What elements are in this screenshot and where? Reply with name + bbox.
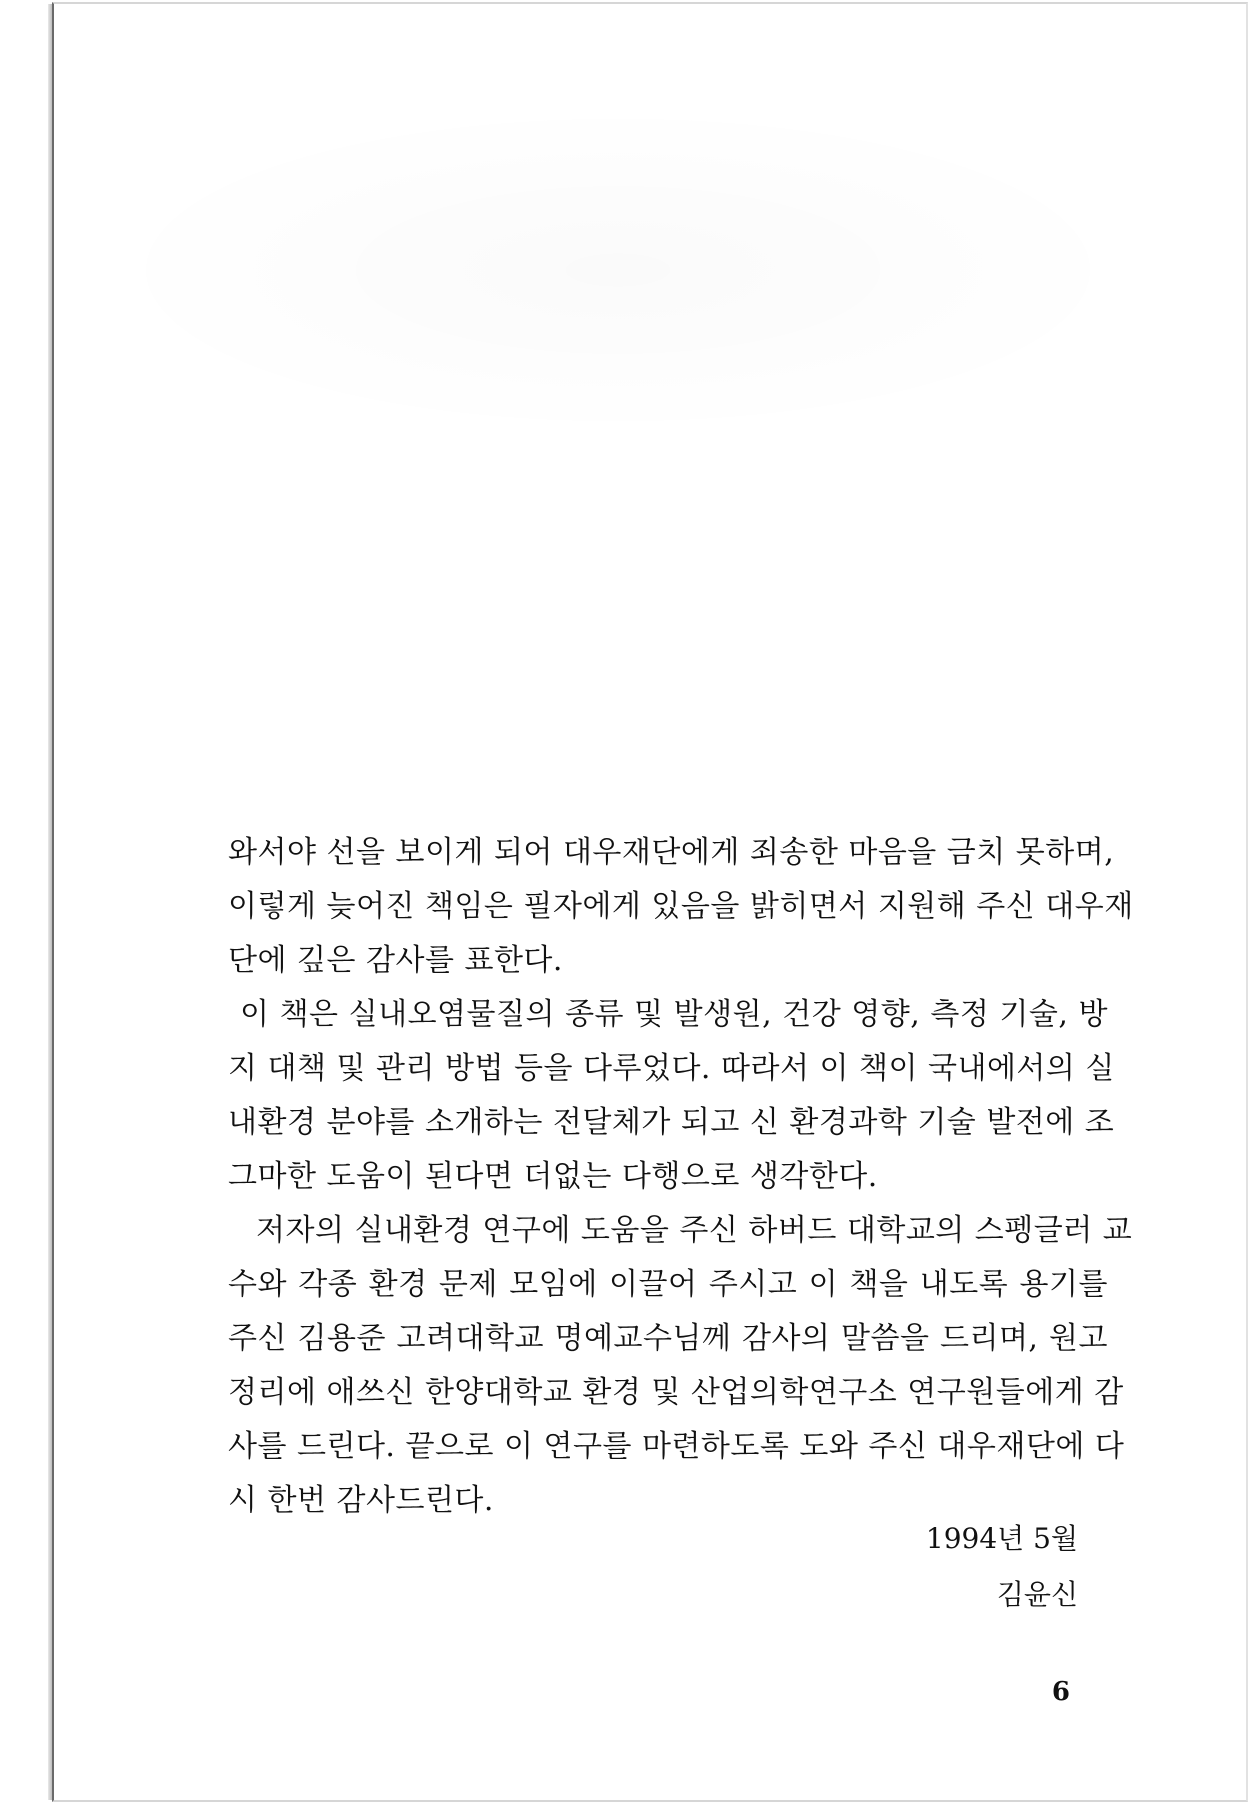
text-line: 시 한번 감사드린다. [228, 1483, 494, 1518]
text-line: 그마한 도움이 된다면 더없는 다행으로 생각한다. [228, 1159, 878, 1194]
text-line: 이렇게 늦어진 책임은 필자에게 있음을 밝히면서 지원해 주신 대우재 [228, 889, 1134, 924]
text-line: 주신 김용준 고려대학교 명예교수님께 감사의 말씀을 드리며, 원고 [228, 1321, 1108, 1356]
text-line: 지 대책 및 관리 방법 등을 다루었다. 따라서 이 책이 국내에서의 실 [228, 1051, 1115, 1086]
text-line: 내환경 분야를 소개하는 전달체가 되고 신 환경과학 기술 발전에 조 [228, 1105, 1115, 1140]
page-shading [88, 100, 1148, 440]
author-name: 김윤신 [996, 1578, 1078, 1611]
text-line: 와서야 선을 보이게 되어 대우재단에게 죄송한 마음을 금치 못하며, [228, 835, 1115, 870]
text-line: 사를 드린다. 끝으로 이 연구를 마련하도록 도와 주신 대우재단에 다 [228, 1429, 1125, 1464]
signature-block [926, 1513, 1078, 1621]
text-line: 이 책은 실내오염물질의 종류 및 발생원, 건강 영향, 측정 기술, 방 [240, 997, 1108, 1032]
preface-body [228, 826, 1134, 1528]
text-line: 저자의 실내환경 연구에 도움을 주신 하버드 대학교의 스펭글러 교 [256, 1213, 1133, 1248]
text-line: 정리에 애쓰신 한양대학교 환경 및 산업의학연구소 연구원들에게 감 [228, 1375, 1124, 1410]
text-line: 수와 각종 환경 문제 모임에 이끌어 주시고 이 책을 내도록 용기를 [228, 1267, 1108, 1302]
signature-date: 1994년 5월 [925, 1522, 1078, 1555]
text-line: 단에 깊은 감사를 표한다. [228, 943, 563, 978]
page-number: 6 [1051, 1677, 1070, 1707]
